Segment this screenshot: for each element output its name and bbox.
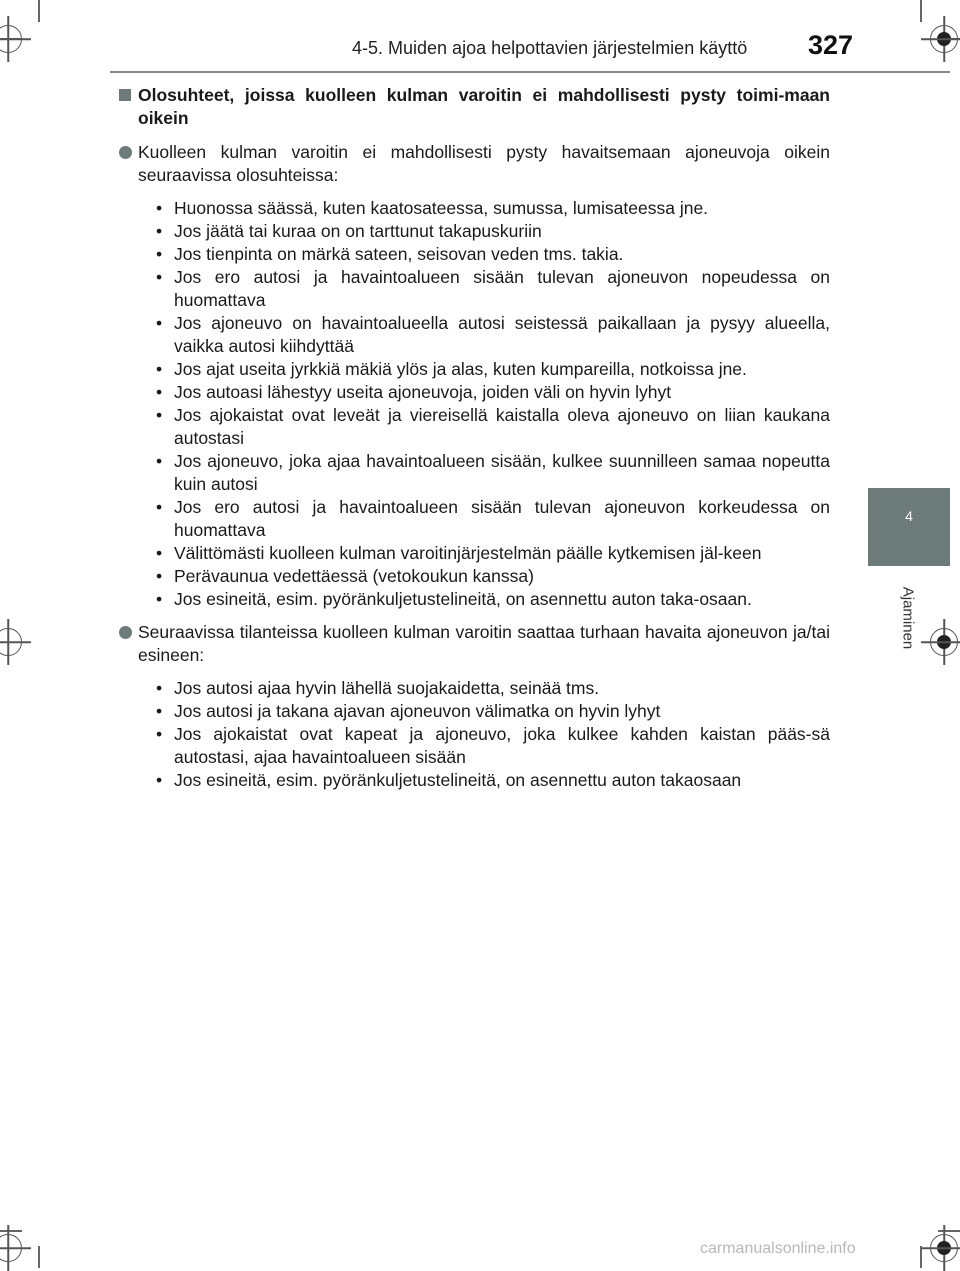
chapter-label [898, 578, 918, 658]
registration-dot-icon [937, 32, 951, 46]
false-detection-list [156, 677, 830, 792]
bullet-icon: • [156, 198, 163, 218]
watermark: carmanualsonline.info [700, 1240, 856, 1257]
list-item: • Jos ajokaistat ovat leveät ja viereisellä kaistalla oleva ajoneuvo on liian kaukana autostasi [156, 405, 830, 448]
section-heading-text: Olosuhteet, joissa kuolleen kulman varoitin ei mahdollisesti pysty toimi-maan oikein [138, 85, 830, 128]
crop-mark [38, 1246, 40, 1268]
list-item: • Jos ajokaistat ovat kapeat ja ajoneuvo, joka kulkee kahden kaistan pääs-sä autostasi, ajaa havaintoalueen sisään [156, 724, 830, 767]
chapter-number: 4 [905, 508, 913, 524]
list-item-text: Kuolleen kulman varoitin ei mahdollisesti pysty havaitsemaan ajoneuvoja oikein seuraavissa olosuhteissa: [138, 142, 830, 185]
condition-list [156, 197, 830, 611]
list-item: • Huonossa säässä, kuten kaatosateessa, sumussa, lumisateessa jne. [156, 198, 709, 218]
bullet-icon: • [156, 405, 163, 425]
registration-mark-icon [0, 25, 22, 53]
crop-mark [0, 1230, 22, 1232]
bullet-icon: • [156, 382, 163, 402]
bullet-icon: • [156, 724, 163, 744]
chapter-label-text: Ajaminen [899, 586, 917, 650]
list-item: • Jos esineitä, esim. pyöränkuljetustelineitä, on asennettu auton takaosaan [156, 770, 742, 790]
list-item [118, 141, 830, 187]
crop-mark [38, 0, 40, 22]
registration-mark-icon [930, 628, 958, 656]
bullet-icon: • [156, 566, 163, 586]
bullet-icon: • [156, 221, 163, 241]
crop-mark [920, 1246, 922, 1268]
registration-mark-icon [930, 1234, 958, 1262]
chapter-tab [868, 488, 950, 566]
list-item: • Jos autosi ajaa hyvin lähellä suojakaidetta, seinää tms. [156, 678, 600, 698]
list-item: • Jos ajoneuvo on havaintoalueella autosi seistessä paikallaan ja pysyy alueella, vaikka autosi kiihdyttää [156, 313, 830, 356]
list-item: • Jos tienpinta on märkä sateen, seisovan veden tms. takia. [156, 244, 624, 264]
header-rule [110, 71, 950, 73]
bullet-icon: • [156, 770, 163, 790]
square-bullet-icon [119, 89, 131, 101]
registration-mark-icon [930, 25, 958, 53]
crop-mark [920, 0, 922, 22]
list-item: • Jos jäätä tai kuraa on on tarttunut takapuskuriin [156, 221, 542, 241]
list-item: • Jos ajoneuvo, joka ajaa havaintoalueen sisään, kulkee suunnilleen samaa nopeutta kuin autosi [156, 451, 830, 494]
bullet-icon: • [156, 497, 163, 517]
list-item: • Jos ero autosi ja havaintoalueen sisään tulevan ajoneuvon nopeudessa on huomattava [156, 267, 830, 310]
page-number: 327 [808, 30, 854, 60]
bullet-icon: • [156, 451, 163, 471]
section-title: 4-5. Muiden ajoa helpottavien järjestelmien käyttö [352, 38, 748, 58]
list-item: • Välittömästi kuolleen kulman varoitinjärjestelmän päälle kytkemisen jäl-keen [156, 543, 762, 563]
bullet-icon: • [156, 267, 163, 287]
registration-mark-icon [0, 1234, 22, 1262]
bullet-icon: • [156, 543, 163, 563]
list-item: • Jos esineitä, esim. pyöränkuljetustelineitä, on asennettu auton taka-osaan. [156, 589, 752, 609]
list-item: • Jos autosi ja takana ajavan ajoneuvon välimatka on hyvin lyhyt [156, 701, 661, 721]
list-item [118, 621, 830, 667]
registration-mark-icon [0, 628, 22, 656]
section-heading [118, 84, 830, 130]
main-content [118, 84, 830, 802]
bullet-icon: • [156, 678, 163, 698]
bullet-icon: • [156, 313, 163, 333]
bullet-icon: • [156, 244, 163, 264]
bullet-icon: • [156, 701, 163, 721]
list-item-text: Seuraavissa tilanteissa kuolleen kulman varoitin saattaa turhaan havaita ajoneuvon ja/tai esineen: [138, 622, 830, 665]
circle-bullet-icon [119, 146, 132, 159]
list-item: • Jos ajat useita jyrkkiä mäkiä ylös ja alas, kuten kumpareilla, notkoissa jne. [156, 359, 747, 379]
bullet-icon: • [156, 359, 163, 379]
list-item: • Jos ero autosi ja havaintoalueen sisään tulevan ajoneuvon korkeudessa on huomattava [156, 497, 830, 540]
crop-mark [938, 1230, 960, 1232]
bullet-icon: • [156, 589, 163, 609]
registration-dot-icon [937, 635, 951, 649]
registration-dot-icon [937, 1241, 951, 1255]
list-item: • Perävaunua vedettäessä (vetokoukun kanssa) [156, 566, 534, 586]
list-item: • Jos autoasi lähestyy useita ajoneuvoja, joiden väli on hyvin lyhyt [156, 382, 672, 402]
circle-bullet-icon [119, 626, 132, 639]
